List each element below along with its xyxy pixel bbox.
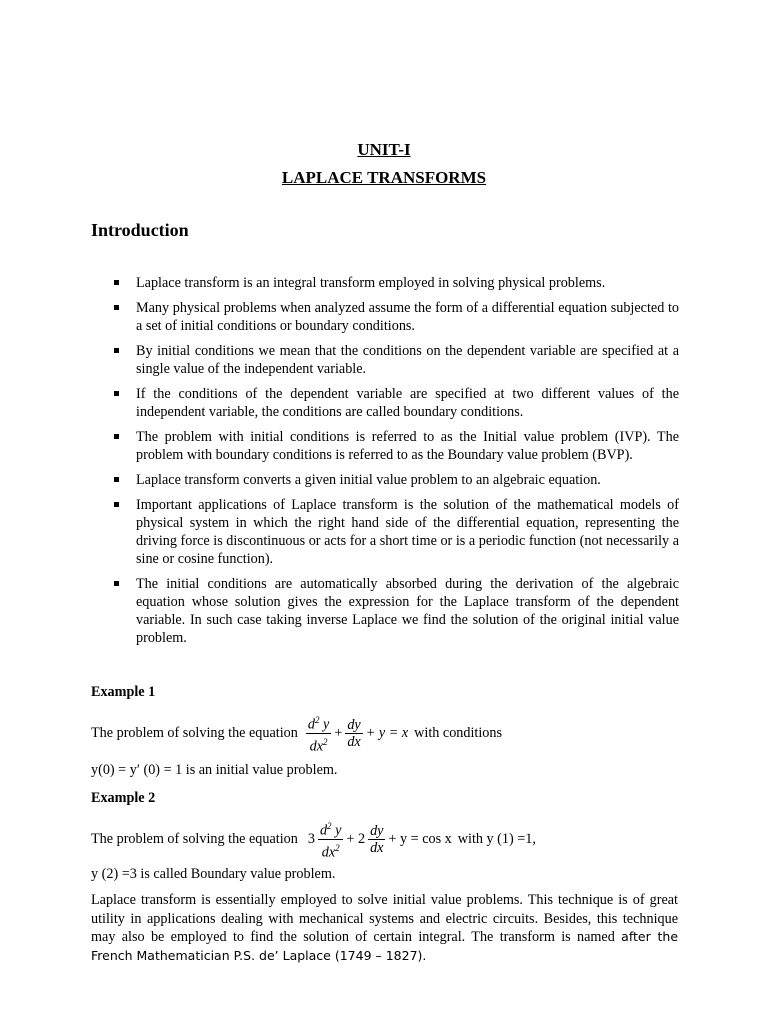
bullet-item: The initial conditions are automatically absorbed during the derivation of the algebraic equation whose solution gives the expression for the Laplace transform of the dependent variable. In such case taking inverse Laplace we find the solution of the original initial value problem. xyxy=(112,575,679,647)
unit-title: UNIT-I xyxy=(357,140,411,159)
bullet-square-icon xyxy=(114,502,119,507)
bullet-item: Laplace transform is an integral transform employed in solving physical problems. xyxy=(112,274,679,292)
first-derivative-fraction: $\frac{dy}{dx}$ xyxy=(347,716,361,750)
example-1-conditions: y(0) = y′ (0) = 1 is an initial value problem. xyxy=(91,762,338,778)
example-2-equation-line: The problem of solving the equation 3 $\frac{d^2 y}{dx^2}$ + 2 $\frac{dy}{dx}$ + y = cos x with y (1) =1, xyxy=(91,818,536,860)
bullet-square-icon xyxy=(114,434,119,439)
bullet-item: Many physical problems when analyzed assume the form of a differential equation subjected to a set of initial conditions or boundary conditions. xyxy=(112,299,679,335)
introduction-bullet-list xyxy=(112,274,679,654)
first-derivative-fraction: $\frac{dy}{dx}$ xyxy=(370,822,384,856)
bullet-item: Important applications of Laplace transform is the solution of the mathematical models of physical system in which the right hand side of the differential equation, representing the driving force is discontinuous or acts for a short time or is a periodic function (not necessarily a sine or cosine function). xyxy=(112,496,679,568)
bullet-item: If the conditions of the dependent variable are specified at two different values of the independent variable, the conditions are called boundary conditions. xyxy=(112,385,679,421)
example-1-heading: Example 1 xyxy=(91,684,156,700)
closing-last-line: after the French Mathematician P.S. de’ Laplace (1749 – 1827). xyxy=(91,929,679,963)
bullet-square-icon xyxy=(114,477,119,482)
chapter-title: LAPLACE TRANSFORMS xyxy=(281,168,487,187)
example-2-heading: Example 2 xyxy=(91,790,156,806)
bullet-square-icon xyxy=(114,305,119,310)
closing-paragraph: Laplace transform is essentially employed to solve initial value problems. This technique is of great utility in applications dealing with mechanical systems and electric circuits. Besides, this technique may also be employed to find the solution of certain integral. The transform is named after the French Mathematician P.S. de’ Laplace (1749 – 1827). xyxy=(91,892,679,963)
second-derivative-fraction: $\frac{d^2 y}{dx^2}$ xyxy=(318,818,343,860)
bullet-square-icon xyxy=(114,280,119,285)
bullet-item: By initial conditions we mean that the conditions on the dependent variable are specified at a single value of the independent variable. xyxy=(112,342,679,378)
bullet-square-icon xyxy=(114,391,119,396)
bullet-square-icon xyxy=(114,348,119,353)
bullet-item: Laplace transform converts a given initial value problem to an algebraic equation. xyxy=(112,471,679,489)
second-derivative-fraction: $\frac{d^2 y}{dx^2}$ xyxy=(306,712,331,754)
example-1-equation-line: The problem of solving the equation $\frac{d^2 y}{dx^2}$ + $\frac{dy}{dx}$ + y = x with conditions xyxy=(91,712,502,754)
example-2-conditions: y (2) =3 is called Boundary value problem. xyxy=(91,866,336,882)
bullet-square-icon xyxy=(114,581,119,586)
bullet-item: The problem with initial conditions is referred to as the Initial value problem (IVP). The problem with boundary conditions is referred to as the Boundary value problem (BVP). xyxy=(112,428,679,464)
section-heading-introduction: Introduction xyxy=(91,220,189,240)
